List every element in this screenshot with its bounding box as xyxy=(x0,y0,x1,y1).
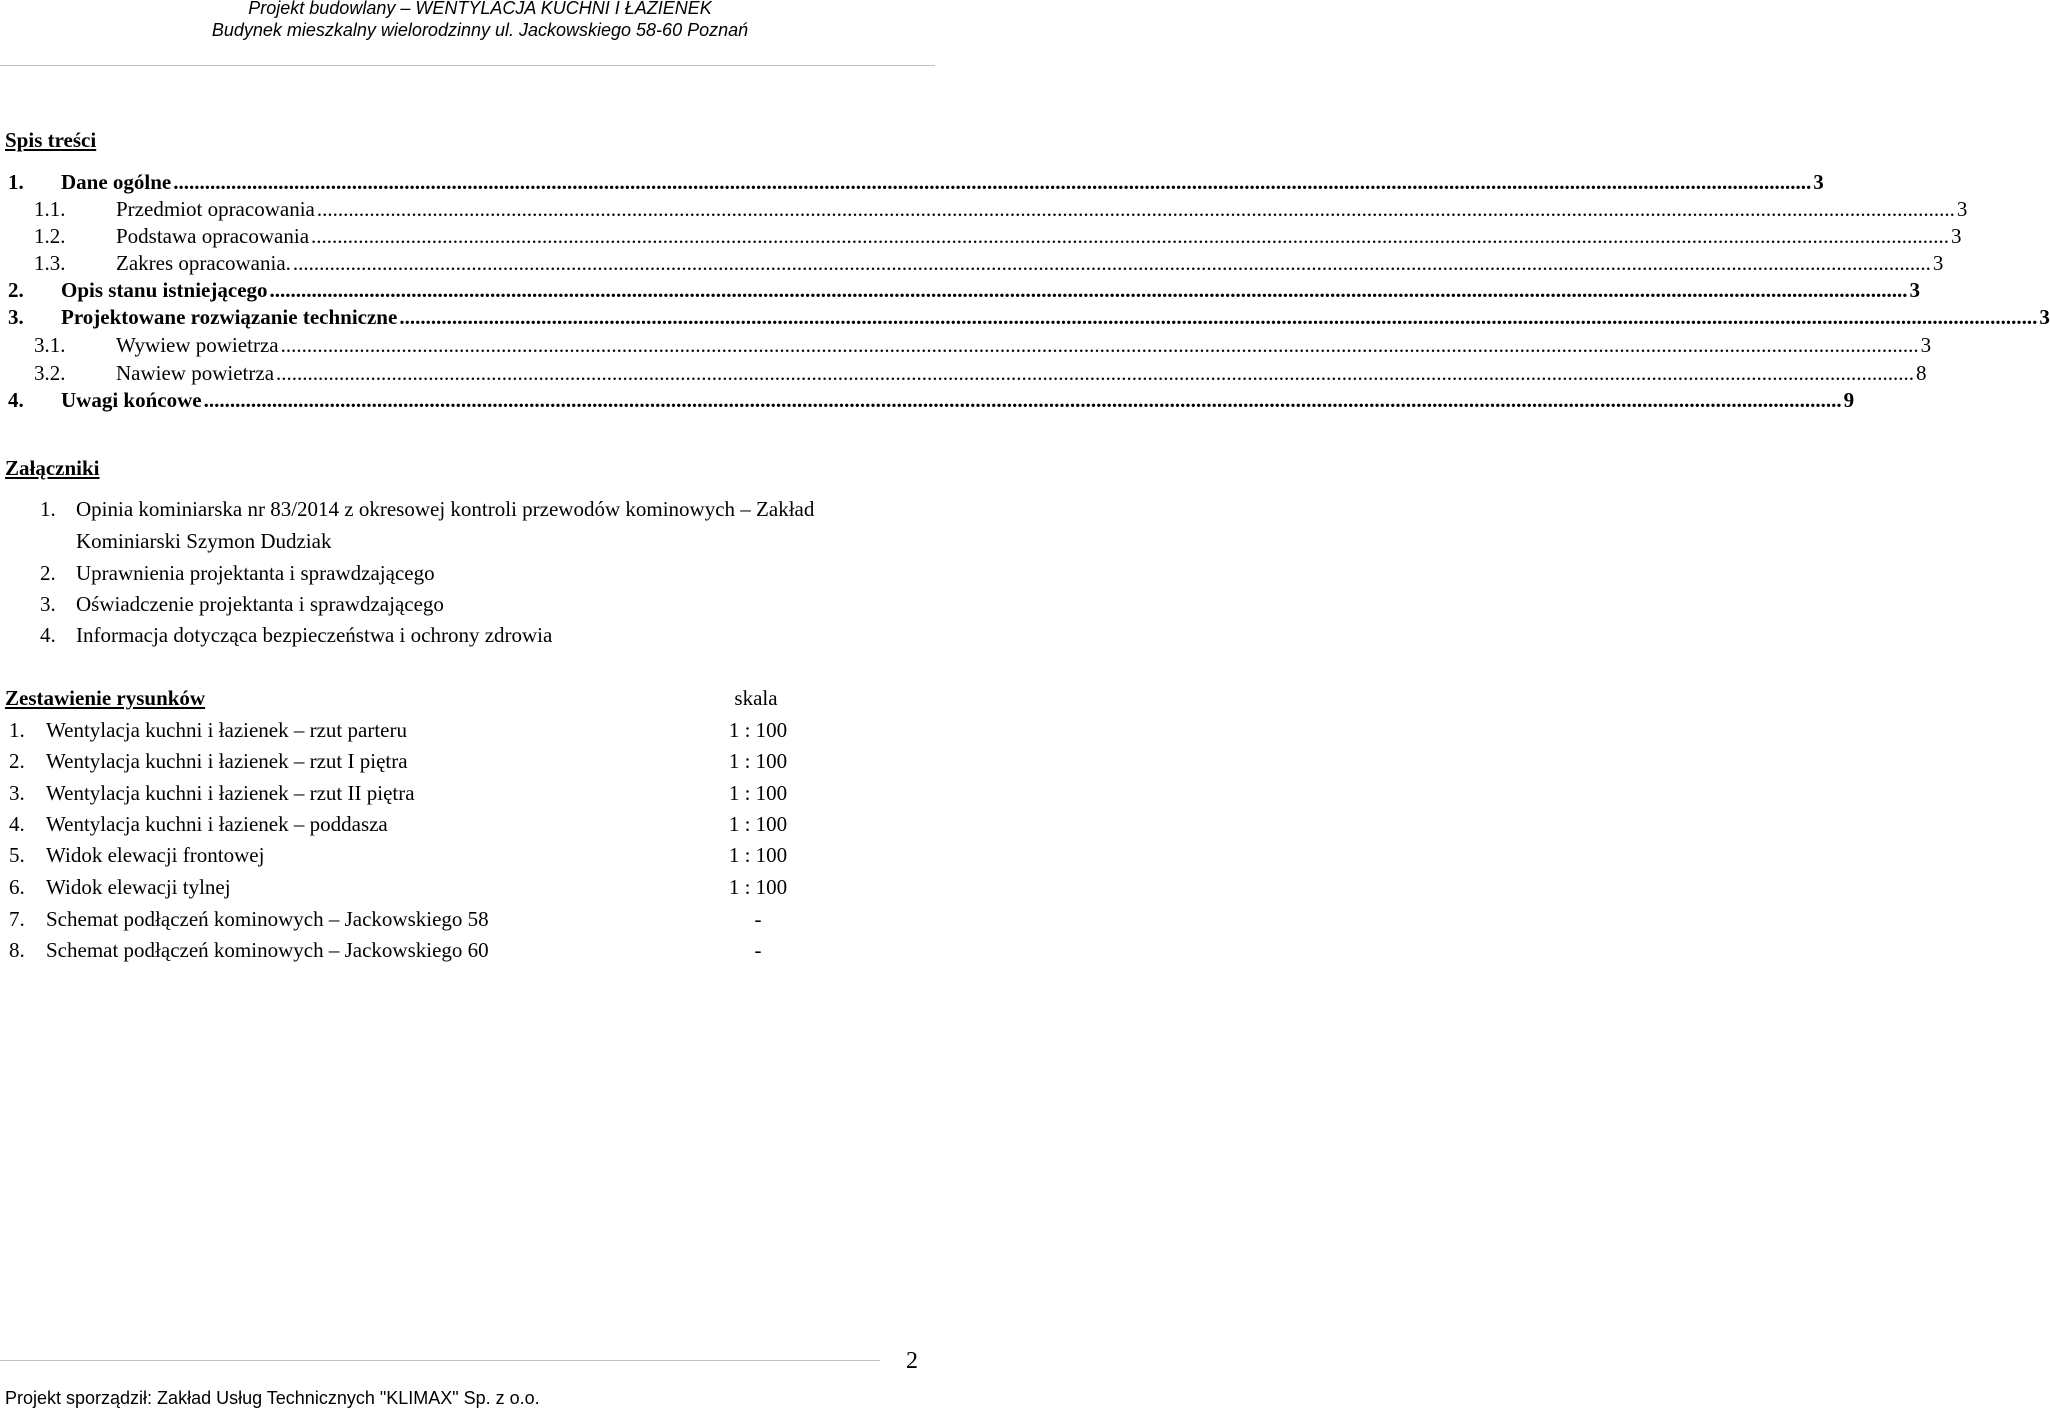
toc-leader xyxy=(293,251,1931,276)
drawing-title: Schemat podłączeń kominowych – Jackowskiego 60 xyxy=(46,938,489,962)
toc-entry[interactable] xyxy=(8,361,1927,386)
drawing-number: 2. xyxy=(9,749,25,773)
toc-entry[interactable] xyxy=(8,224,1962,249)
drawing-scale: 1 : 100 xyxy=(728,843,788,867)
attachment-text-continued: Kominiarski Szymon Dudziak xyxy=(76,529,332,553)
toc-entry-text: Nawiew powietrza xyxy=(116,361,275,385)
toc-leader xyxy=(173,170,1811,195)
attachment-number: 2. xyxy=(40,561,56,585)
toc-entry-text: Projektowane rozwiązanie techniczne xyxy=(61,305,398,329)
toc-entry[interactable] xyxy=(8,197,1968,222)
header-title: Projekt budowlany – WENTYLACJA KUCHNI I ŁAZIENEK xyxy=(248,0,712,18)
attachment-number: 3. xyxy=(40,592,56,616)
toc-entry-page: 3 xyxy=(1951,224,1962,248)
toc-entry[interactable] xyxy=(8,170,1824,195)
toc-entry-number: 2. xyxy=(8,278,24,302)
drawing-title: Widok elewacji frontowej xyxy=(46,843,265,867)
drawings-title: Zestawienie rysunków xyxy=(5,686,206,710)
attachment-text: Uprawnienia projektanta i sprawdzającego xyxy=(76,561,435,585)
header-subtitle: Budynek mieszkalny wielorodzinny ul. Jackowskiego 58-60 Poznań xyxy=(211,20,749,40)
attachment-number: 4. xyxy=(40,623,56,647)
drawing-title: Wentylacja kuchni i łazienek – rzut parteru xyxy=(46,718,407,742)
toc-entry-number: 1.1. xyxy=(34,197,66,221)
attachment-text: Informacja dotycząca bezpieczeństwa i ochrony zdrowia xyxy=(76,623,553,647)
drawing-number: 1. xyxy=(9,718,25,742)
toc-title: Spis treści xyxy=(5,128,97,152)
header-rule xyxy=(0,65,935,66)
toc-entry[interactable] xyxy=(8,278,1921,303)
attachments-title: Załączniki xyxy=(5,456,100,480)
toc-leader xyxy=(399,305,2037,330)
toc-entry-text: Zakres opracowania. xyxy=(116,251,291,275)
toc-entry-page: 3 xyxy=(2039,305,2050,329)
drawing-scale: - xyxy=(754,907,762,931)
drawing-scale: 1 : 100 xyxy=(728,718,788,742)
toc-entry-number: 4. xyxy=(8,388,24,412)
toc-entry-page: 3 xyxy=(1932,251,1944,275)
drawing-title: Wentylacja kuchni i łazienek – rzut I piętra xyxy=(46,749,408,773)
toc-entry-text: Uwagi końcowe xyxy=(61,388,202,412)
drawing-number: 7. xyxy=(9,907,25,931)
toc-entry-page: 3 xyxy=(1813,170,1824,194)
toc-entry-page: 9 xyxy=(1843,388,1855,412)
drawing-title: Wentylacja kuchni i łazienek – poddasza xyxy=(46,812,388,836)
toc-entry[interactable] xyxy=(8,333,1932,358)
toc-leader xyxy=(317,197,1955,222)
drawing-scale: 1 : 100 xyxy=(728,875,788,899)
attachment-text: Oświadczenie projektanta i sprawdzającego xyxy=(76,592,444,616)
toc-leader xyxy=(281,333,1919,358)
drawing-scale: 1 : 100 xyxy=(728,749,788,773)
drawing-title: Widok elewacji tylnej xyxy=(46,875,231,899)
toc-entry-text: Podstawa opracowania xyxy=(116,224,310,248)
toc-entry[interactable] xyxy=(8,251,1944,276)
toc-leader xyxy=(270,278,1908,303)
toc-entry-number: 1.3. xyxy=(34,251,66,275)
toc-entry[interactable] xyxy=(8,305,2050,330)
drawing-number: 5. xyxy=(9,843,25,867)
drawing-title: Schemat podłączeń kominowych – Jackowskiego 58 xyxy=(46,907,489,931)
toc-entry-text: Opis stanu istniejącego xyxy=(61,278,268,302)
toc-entry-text: Wywiew powietrza xyxy=(116,333,279,357)
drawing-number: 6. xyxy=(9,875,25,899)
footer-rule xyxy=(0,1360,880,1361)
attachment-text: Opinia kominiarska nr 83/2014 z okresowej kontroli przewodów kominowych – Zakład xyxy=(76,497,815,521)
drawing-title: Wentylacja kuchni i łazienek – rzut II piętra xyxy=(46,781,415,805)
drawing-scale: 1 : 100 xyxy=(728,812,788,836)
toc-leader xyxy=(311,224,1949,249)
drawing-number: 8. xyxy=(9,938,25,962)
toc-leader xyxy=(276,361,1914,386)
drawing-scale: - xyxy=(754,938,762,962)
toc-entry-text: Przedmiot opracowania xyxy=(116,197,315,221)
toc-entry-number: 1.2. xyxy=(34,224,66,248)
toc-entry-text: Dane ogólne xyxy=(61,170,172,194)
attachment-number: 1. xyxy=(40,497,56,521)
drawing-scale: 1 : 100 xyxy=(728,781,788,805)
toc-entry-page: 3 xyxy=(1909,278,1921,302)
toc-entry-number: 3.2. xyxy=(34,361,66,385)
footer-text: Projekt sporządził: Zakład Usług Technicznych "KLIMAX" Sp. z o.o. xyxy=(5,1388,540,1408)
toc-entry-number: 3.1. xyxy=(34,333,66,357)
toc-entry-number: 1. xyxy=(8,170,24,194)
drawing-number: 3. xyxy=(9,781,25,805)
toc-entry-page: 8 xyxy=(1916,361,1927,385)
toc-leader xyxy=(204,388,1842,413)
toc-entry[interactable] xyxy=(8,388,1855,413)
drawing-number: 4. xyxy=(9,812,25,836)
toc-entry-number: 3. xyxy=(8,305,24,329)
toc-entry-page: 3 xyxy=(1956,197,1968,221)
toc-entry-page: 3 xyxy=(1920,333,1932,357)
scale-column-header: skala xyxy=(734,686,778,710)
page-number: 2 xyxy=(906,1348,918,1374)
